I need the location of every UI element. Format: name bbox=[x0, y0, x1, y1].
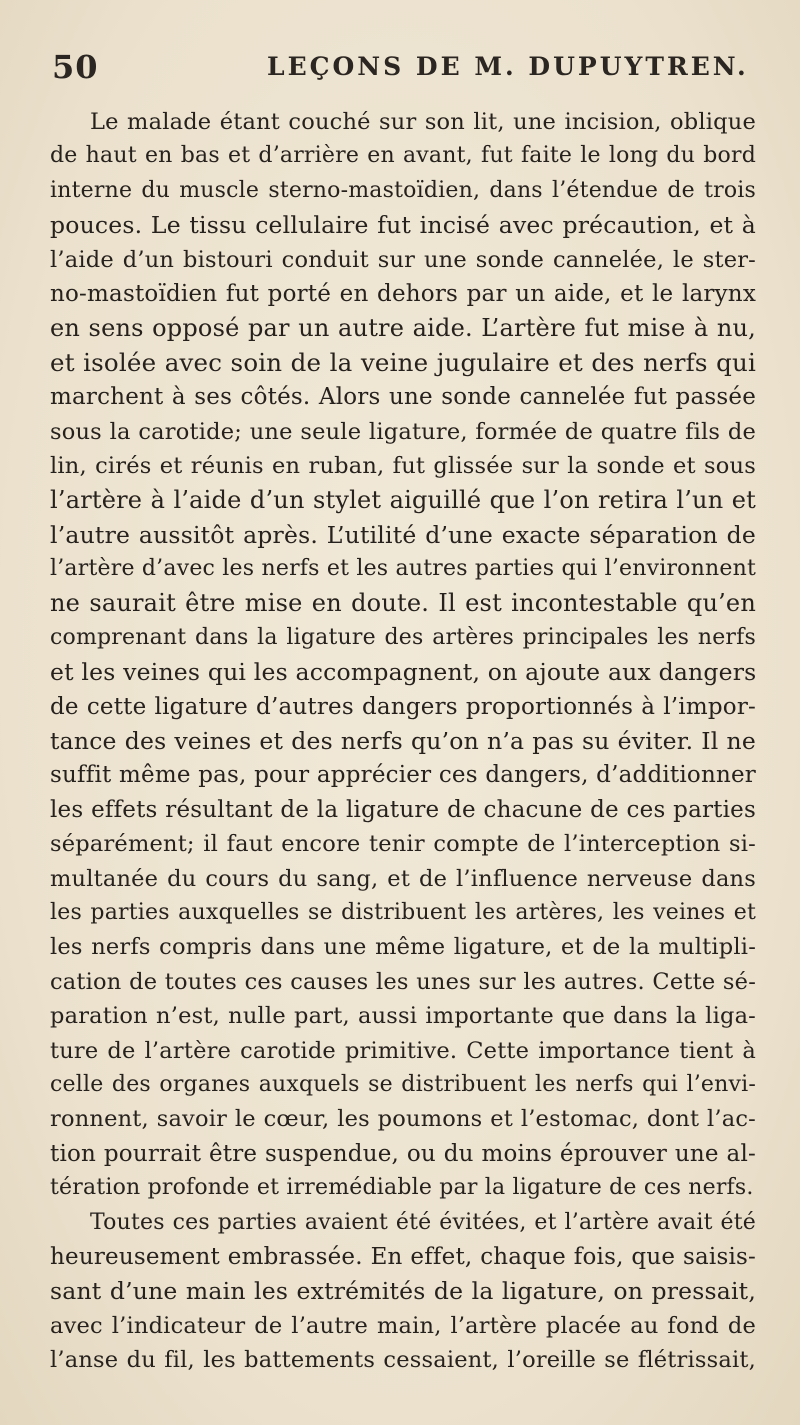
text-line: l’anse du fil, les battements cessaient, l’oreille se flétrissait, bbox=[50, 1347, 756, 1374]
text-line: pouces. Le tissu cellulaire fut incisé avec précaution, et à bbox=[50, 211, 756, 240]
text-line: l’aide d’un bistouri conduit sur une sonde cannelée, le ster- bbox=[50, 246, 756, 273]
text-line: no-mastoïdien fut porté en dehors par un aide, et le larynx bbox=[50, 280, 756, 307]
text-line: l’artère d’avec les nerfs et les autres parties qui l’environnent bbox=[50, 556, 756, 582]
body-text bbox=[50, 105, 756, 1377]
text-line: sous la carotide; une seule ligature, formée de quatre fils de bbox=[50, 418, 756, 445]
text-line: ne saurait être mise en doute. Il est incontestable qu’en bbox=[50, 589, 756, 618]
text-line: ture de l’artère carotide primitive. Cette importance tient à bbox=[50, 1037, 756, 1064]
text-line: Le malade étant couché sur son lit, une incision, oblique bbox=[90, 109, 756, 135]
text-line: paration n’est, nulle part, aussi importante que dans la liga- bbox=[50, 1003, 756, 1030]
text-line: tération profonde et irremédiable par la ligature de ces nerfs. bbox=[50, 1175, 754, 1201]
text-line: Toutes ces parties avaient été évitées, et l’artère avait été bbox=[90, 1209, 756, 1235]
text-line: heureusement embrassée. En effet, chaque fois, que saisis- bbox=[50, 1243, 756, 1270]
text-line: sant d’une main les extrémités de la ligature, on pressait, bbox=[50, 1277, 756, 1306]
text-line: tance des veines et des nerfs qu’on n’a pas su éviter. Il ne bbox=[50, 727, 756, 756]
text-line: multanée du cours du sang, et de l’influence nerveuse dans bbox=[50, 865, 756, 892]
text-line: celle des organes auxquels se distribuent les nerfs qui l’envi- bbox=[50, 1071, 756, 1097]
text-line: l’autre aussitôt après. L’utilité d’une exacte séparation de bbox=[50, 520, 756, 549]
text-line: lin, cirés et réunis en ruban, fut glissée sur la sonde et sous bbox=[50, 452, 756, 479]
running-head: LEÇONS DE M. DUPUYTREN. bbox=[267, 52, 749, 81]
text-line: interne du muscle sterno-mastoïdien, dans l’étendue de trois bbox=[50, 177, 756, 203]
text-line: ronnent, savoir le cœur, les poumons et l’estomac, dont l’ac- bbox=[50, 1106, 756, 1133]
text-line: les effets résultant de la ligature de chacune de ces parties bbox=[50, 796, 756, 823]
text-line: cation de toutes ces causes les unes sur les autres. Cette sé- bbox=[50, 968, 756, 995]
text-line: et les veines qui les accompagnent, on ajoute aux dangers bbox=[50, 658, 757, 687]
text-line: tion pourrait être suspendue, ou du moins éprouver une al- bbox=[50, 1140, 756, 1167]
text-line: suffit même pas, pour apprécier ces dangers, d’additionner bbox=[50, 762, 756, 789]
text-line: avec l’indicateur de l’autre main, l’artère placée au fond de bbox=[50, 1312, 756, 1339]
text-line: les nerfs compris dans une même ligature, et de la multipli- bbox=[50, 934, 756, 961]
page-header bbox=[52, 48, 752, 88]
text-line: séparément; il faut encore tenir compte de l’interception si- bbox=[50, 831, 756, 858]
page-number: 50 bbox=[52, 48, 99, 86]
text-line: en sens opposé par un autre aide. L’artère fut mise à nu, bbox=[50, 314, 756, 343]
text-line: l’artère à l’aide d’un stylet aiguillé que l’on retira l’un et bbox=[50, 486, 756, 515]
text-line: marchent à ses côtés. Alors une sonde cannelée fut passée bbox=[50, 384, 756, 411]
text-line: et isolée avec soin de la veine jugulaire et des nerfs qui bbox=[50, 347, 756, 377]
text-line: les parties auxquelles se distribuent les artères, les veines et bbox=[50, 899, 756, 925]
text-line: comprenant dans la ligature des artères principales les nerfs bbox=[50, 624, 756, 650]
text-line: de cette ligature d’autres dangers proportionnés à l’impor- bbox=[50, 693, 756, 720]
text-line: de haut en bas et d’arrière en avant, fut faite le long du bord bbox=[50, 143, 756, 169]
